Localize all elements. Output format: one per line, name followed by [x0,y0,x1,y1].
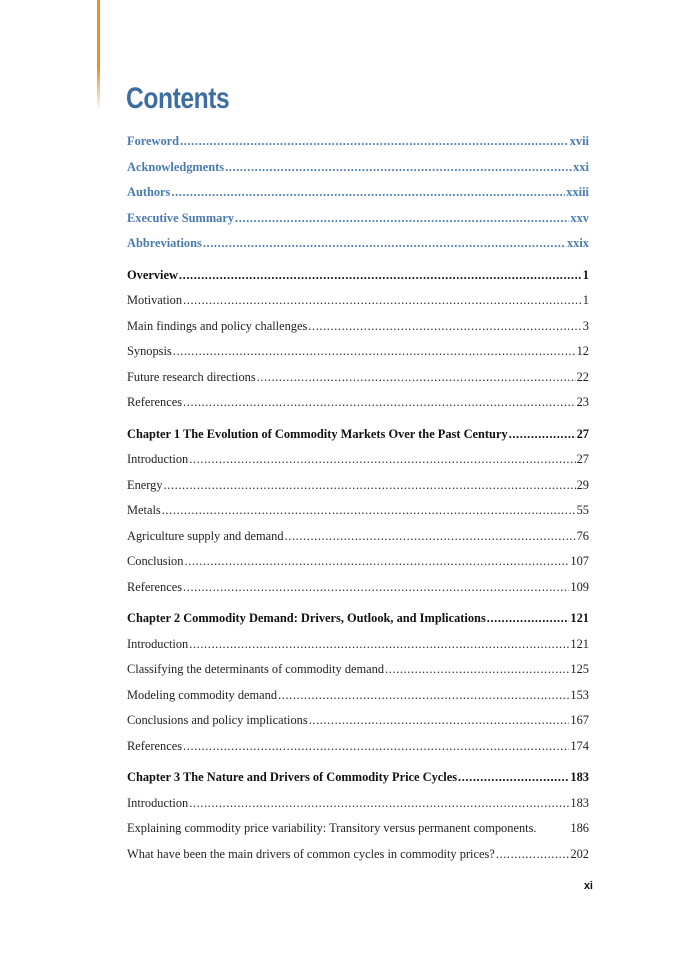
toc-entry-page: xxiii [566,185,589,199]
dot-leader [189,447,575,473]
toc-entry-page: 22 [576,369,589,384]
toc-entry-page: 27 [576,426,589,441]
toc-subsection-entry[interactable] [127,683,589,709]
toc-entry-title: Introduction [127,795,189,810]
toc-front-matter-entry[interactable] [127,180,589,206]
toc-entry-title: Foreword [127,134,180,148]
dot-leader [180,129,569,155]
toc-entry-title: Overview [127,267,178,282]
page-number: xi [583,880,593,892]
toc-entry-title: Chapter 2 Commodity Demand: Drivers, Outlook, and Implications [127,611,486,625]
toc-entry-title: Agriculture supply and demand [127,528,284,543]
dot-leader [285,524,576,550]
toc-entry-page: 167 [570,713,589,727]
toc-entry-page: xxi [573,159,589,174]
dot-leader [235,206,569,232]
toc-front-matter-entry[interactable] [127,206,589,232]
toc-entry-title: Authors [127,185,171,199]
toc-entry-page: 1 [582,293,589,307]
toc-chapter-entry[interactable] [127,765,589,791]
dot-leader [184,549,569,575]
toc-entry-title: Motivation [127,293,183,307]
toc-entry-title: Chapter 3 The Nature and Drivers of Commodity Price Cycles [127,770,458,784]
toc-entry-page: 153 [570,687,589,702]
dot-leader [257,365,576,391]
toc-entry-page: 183 [570,770,589,784]
toc-entry-title: Metals [127,503,161,517]
toc-entry-page: 76 [576,528,589,543]
toc-entry-page: 202 [570,846,589,861]
dot-leader [162,498,576,524]
toc-subsection-entry[interactable] [127,842,589,868]
toc-entry-title: Introduction [127,452,189,466]
toc-subsection-entry[interactable] [127,524,589,550]
toc-subsection-entry[interactable] [127,473,589,499]
toc-subsection-entry[interactable] [127,791,589,817]
toc-entry-page: 109 [570,579,589,594]
page-title: Contents [126,82,230,115]
toc-entry-page: 121 [570,636,589,651]
toc-entry-page: xxv [570,210,589,225]
toc-subsection-entry[interactable] [127,339,589,365]
toc-entry-title: Main findings and policy challenges [127,318,308,333]
toc-entry-title: Modeling commodity demand [127,687,278,702]
toc-entry-title: References [127,395,183,409]
dot-leader [496,842,570,868]
dot-leader [171,180,565,206]
dot-leader [509,422,576,448]
dot-leader [203,231,566,257]
dot-leader [458,765,569,791]
toc-entry-page: 107 [570,554,589,568]
toc-chapter-entry[interactable] [127,422,589,448]
dot-leader [189,632,569,658]
toc-entry-page: 1 [582,267,589,282]
toc-entry-page: xvii [569,134,589,148]
toc-entry-title: References [127,738,183,753]
toc-entry-title: Synopsis [127,344,172,358]
dot-leader [225,155,572,181]
dot-leader [164,473,576,499]
toc-entry-title: Conclusions and policy implications [127,713,308,727]
table-of-contents [127,129,589,867]
toc-front-matter-entry[interactable] [127,155,589,181]
dot-leader [308,314,581,340]
toc-subsection-entry[interactable] [127,708,589,734]
toc-entry-page: 121 [570,611,589,625]
accent-bar [97,0,100,112]
toc-subsection-entry[interactable] [127,288,589,314]
dot-leader [309,708,570,734]
toc-subsection-entry[interactable] [127,314,589,340]
toc-entry-page: 183 [570,795,589,810]
toc-entry-title: Executive Summary [127,210,235,225]
dot-leader [183,288,582,314]
dot-leader [278,683,569,709]
toc-subsection-entry[interactable] [127,734,589,760]
toc-entry-title: What have been the main drivers of common cycles in commodity prices? [127,846,495,861]
dot-leader [183,575,569,601]
toc-chapter-entry[interactable] [127,263,589,289]
toc-entry-page: 12 [576,344,589,358]
dot-leader [173,339,576,365]
toc-entry-title: Conclusion [127,554,184,568]
toc-front-matter-entry[interactable] [127,129,589,155]
toc-entry-title: Introduction [127,636,189,651]
toc-front-matter-entry[interactable] [127,231,589,257]
toc-subsection-entry[interactable] [127,365,589,391]
toc-entry-page: 23 [576,395,589,409]
toc-entry-page: 186 [570,821,589,835]
toc-subsection-entry[interactable] [127,632,589,658]
dot-leader [487,606,570,632]
toc-entry-page: 55 [576,503,589,517]
toc-subsection-entry[interactable] [127,498,589,524]
dot-leader [385,657,569,683]
toc-entry-title: Future research directions [127,369,256,384]
dot-leader [189,791,569,817]
toc-subsection-entry[interactable] [127,575,589,601]
toc-entry-title: Classifying the determinants of commodity demand [127,662,385,676]
toc-entry-page: 27 [576,452,589,466]
toc-entry-page: 174 [570,738,589,753]
toc-subsection-entry[interactable] [127,657,589,683]
toc-entry-page: 3 [582,318,589,333]
toc-chapter-entry[interactable] [127,606,589,632]
toc-entry-title: Explaining commodity price variability: Transitory versus permanent components. [127,821,537,835]
toc-entry-page: 29 [576,477,589,492]
toc-entry-title: Energy [127,477,163,492]
dot-leader [179,263,582,289]
toc-entry-title: Acknowledgments [127,159,225,174]
toc-entry-title: Chapter 1 The Evolution of Commodity Markets Over the Past Century [127,426,508,441]
dot-leader [183,390,576,416]
toc-subsection-entry[interactable] [127,549,589,575]
toc-entry-page: xxix [566,236,589,250]
toc-entry-title: Abbreviations [127,236,202,250]
dot-leader [183,734,569,760]
toc-entry-title: References [127,579,183,594]
toc-entry-page: 125 [570,662,589,676]
toc-subsection-entry[interactable] [127,447,589,473]
toc-subsection-entry[interactable] [127,816,589,842]
toc-subsection-entry[interactable] [127,390,589,416]
